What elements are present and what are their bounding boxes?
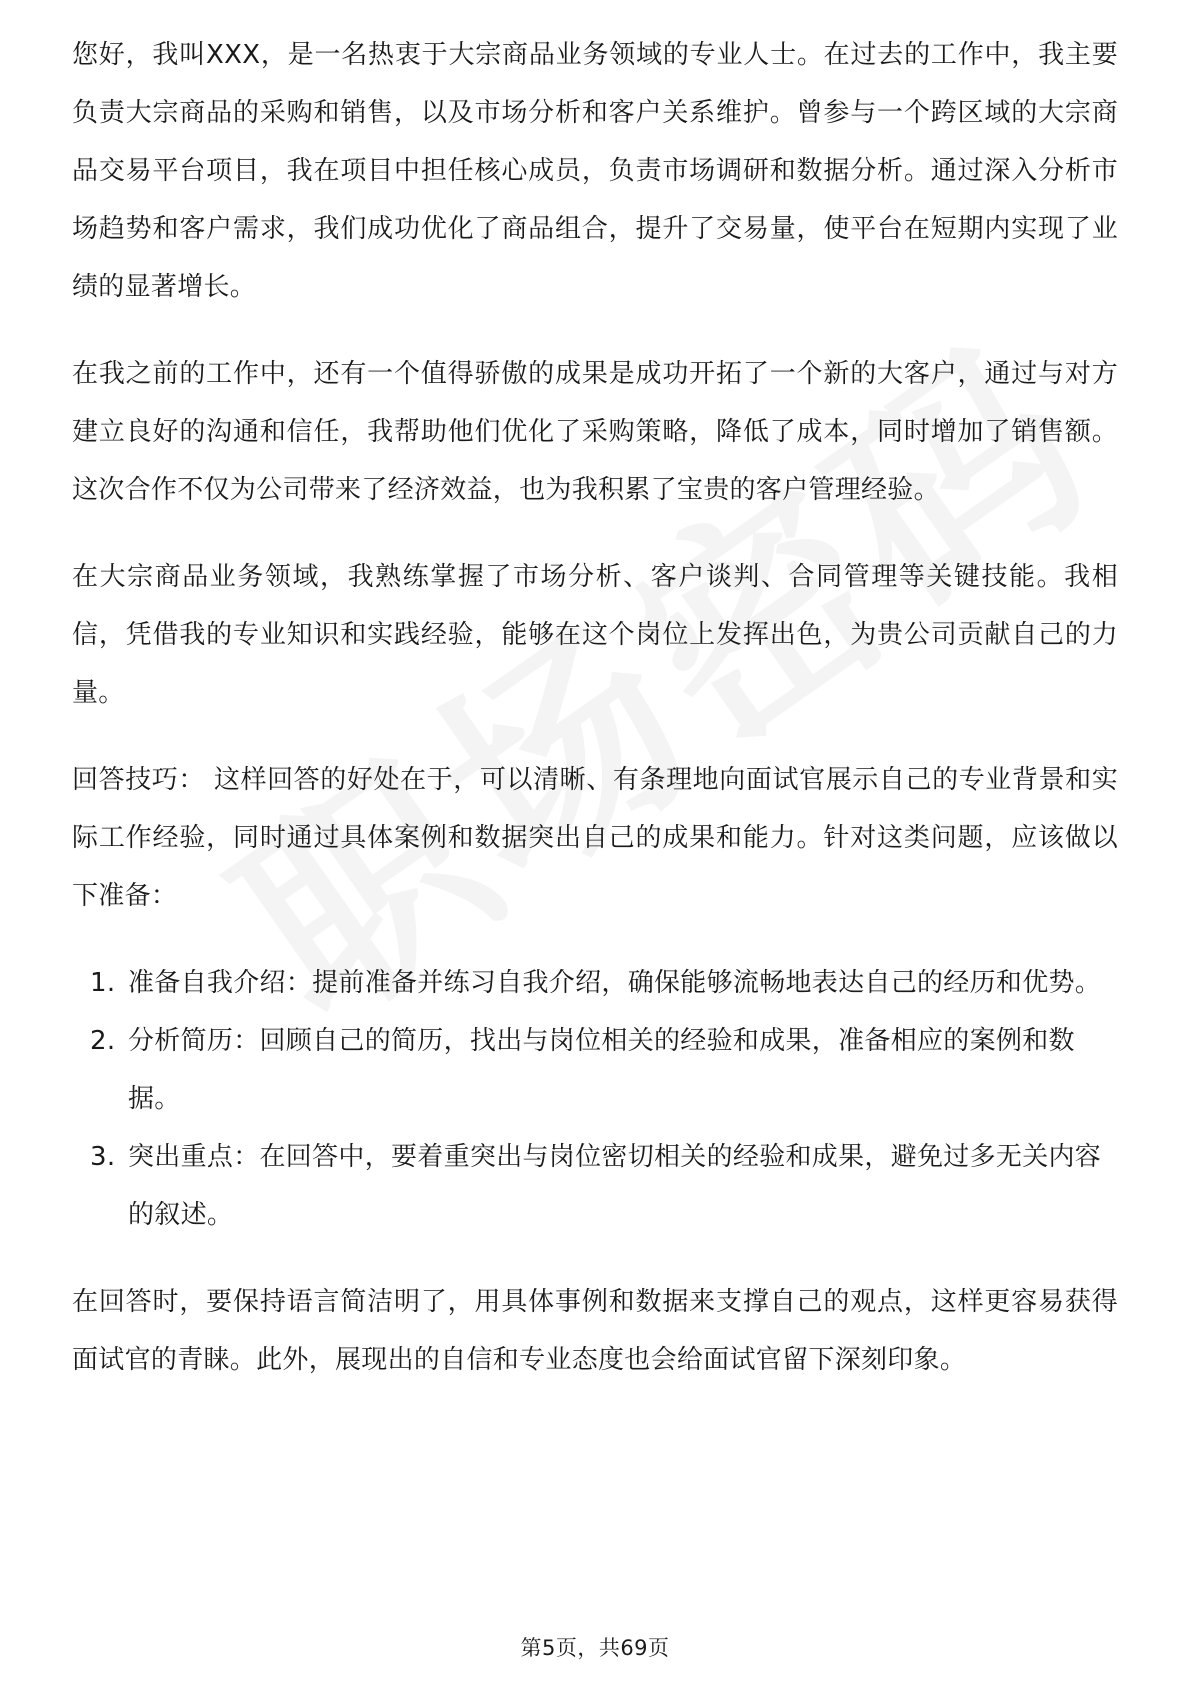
list-item: 1. 准备自我介绍：提前准备并练习自我介绍，确保能够流畅地表达自己的经历和优势。 [124, 954, 1118, 1012]
tips-intro-paragraph: 回答技巧： 这样回答的好处在于，可以清晰、有条理地向面试官展示自己的专业背景和实际工作经验，同时通过具体案例和数据突出自己的成果和能力。针对这类问题，应该做以下准备： [72, 765, 1118, 911]
skills-paragraph: 在大宗商品业务领域，我熟练掌握了市场分析、客户谈判、合同管理等关键技能。我相信，凭借我的专业知识和实践经验，能够在这个岗位上发挥出色，为贵公司贡献自己的力量。 [72, 562, 1118, 708]
intro-paragraph: 您好，我叫XXX，是一名热衷于大宗商品业务领域的专业人士。在过去的工作中，我主要负责大宗商品的采购和销售，以及市场分析和客户关系维护。曾参与一个跨区域的大宗商品交易平台项目，我在项目中担任核心成员，负责市场调研和数据分析。通过深入分析市场趋势和客户需求，我们成功优化了商品组合，提升了交易量，使平台在短期内实现了业绩的显著增长。 [72, 40, 1118, 302]
list-item: 3. 突出重点：在回答中，要着重突出与岗位密切相关的经验和成果，避免过多无关内容的叙述。 [124, 1128, 1118, 1244]
document-body [72, 26, 1118, 1418]
closing-paragraph: 在回答时，要保持语言简洁明了，用具体事例和数据来支撑自己的观点，这样更容易获得面试官的青睐。此外，展现出的自信和专业态度也会给面试官留下深刻印象。 [72, 1287, 1118, 1375]
list-item: 2. 分析简历：回顾自己的简历，找出与岗位相关的经验和成果，准备相应的案例和数据。 [124, 1012, 1118, 1128]
tips-list [72, 954, 1118, 1244]
page-number: 第5页，共69页 [520, 1636, 670, 1660]
achievement-paragraph: 在我之前的工作中，还有一个值得骄傲的成果是成功开拓了一个新的大客户，通过与对方建立良好的沟通和信任，我帮助他们优化了采购策略，降低了成本，同时增加了销售额。这次合作不仅为公司带来了经济效益，也为我积累了宝贵的客户管理经验。 [72, 359, 1118, 505]
